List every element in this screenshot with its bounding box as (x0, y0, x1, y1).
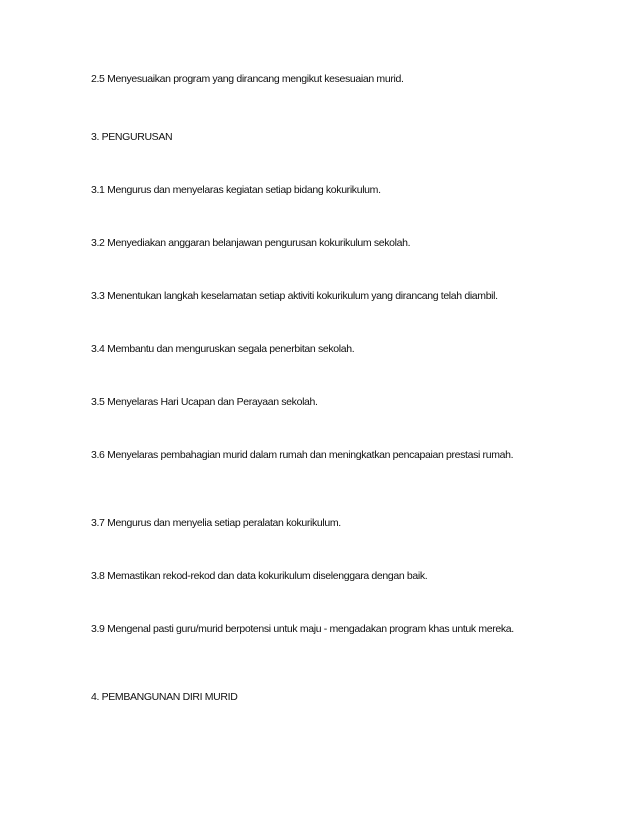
paragraph-3-4: 3.4 Membantu dan menguruskan segala penerbitan sekolah. (91, 343, 355, 355)
paragraph-3-3: 3.3 Menentukan langkah keselamatan setiap aktiviti kokurikulum yang dirancang telah diambil. (91, 290, 498, 302)
paragraph-3-8: 3.8 Memastikan rekod-rekod dan data kokurikulum diselenggara dengan baik. (91, 570, 428, 582)
paragraph-3-1: 3.1 Mengurus dan menyelaras kegiatan setiap bidang kokurikulum. (91, 184, 381, 196)
heading-pembangunan-diri-murid: 4. PEMBANGUNAN DIRI MURID (91, 691, 238, 703)
paragraph-3-6: 3.6 Menyelaras pembahagian murid dalam rumah dan meningkatkan pencapaian prestasi rumah. (91, 449, 514, 461)
paragraph-3-9: 3.9 Mengenal pasti guru/murid berpotensi untuk maju - mengadakan program khas untuk mereka. (91, 623, 514, 635)
paragraph-3-5: 3.5 Menyelaras Hari Ucapan dan Perayaan sekolah. (91, 396, 318, 408)
paragraph-2-5: 2.5 Menyesuaikan program yang dirancang mengikut kesesuaian murid. (91, 73, 404, 85)
paragraph-3-2: 3.2 Menyediakan anggaran belanjawan pengurusan kokurikulum sekolah. (91, 237, 411, 249)
paragraph-3-7: 3.7 Mengurus dan menyelia setiap peralatan kokurikulum. (91, 517, 341, 529)
heading-pengurusan: 3. PENGURUSAN (91, 131, 173, 143)
